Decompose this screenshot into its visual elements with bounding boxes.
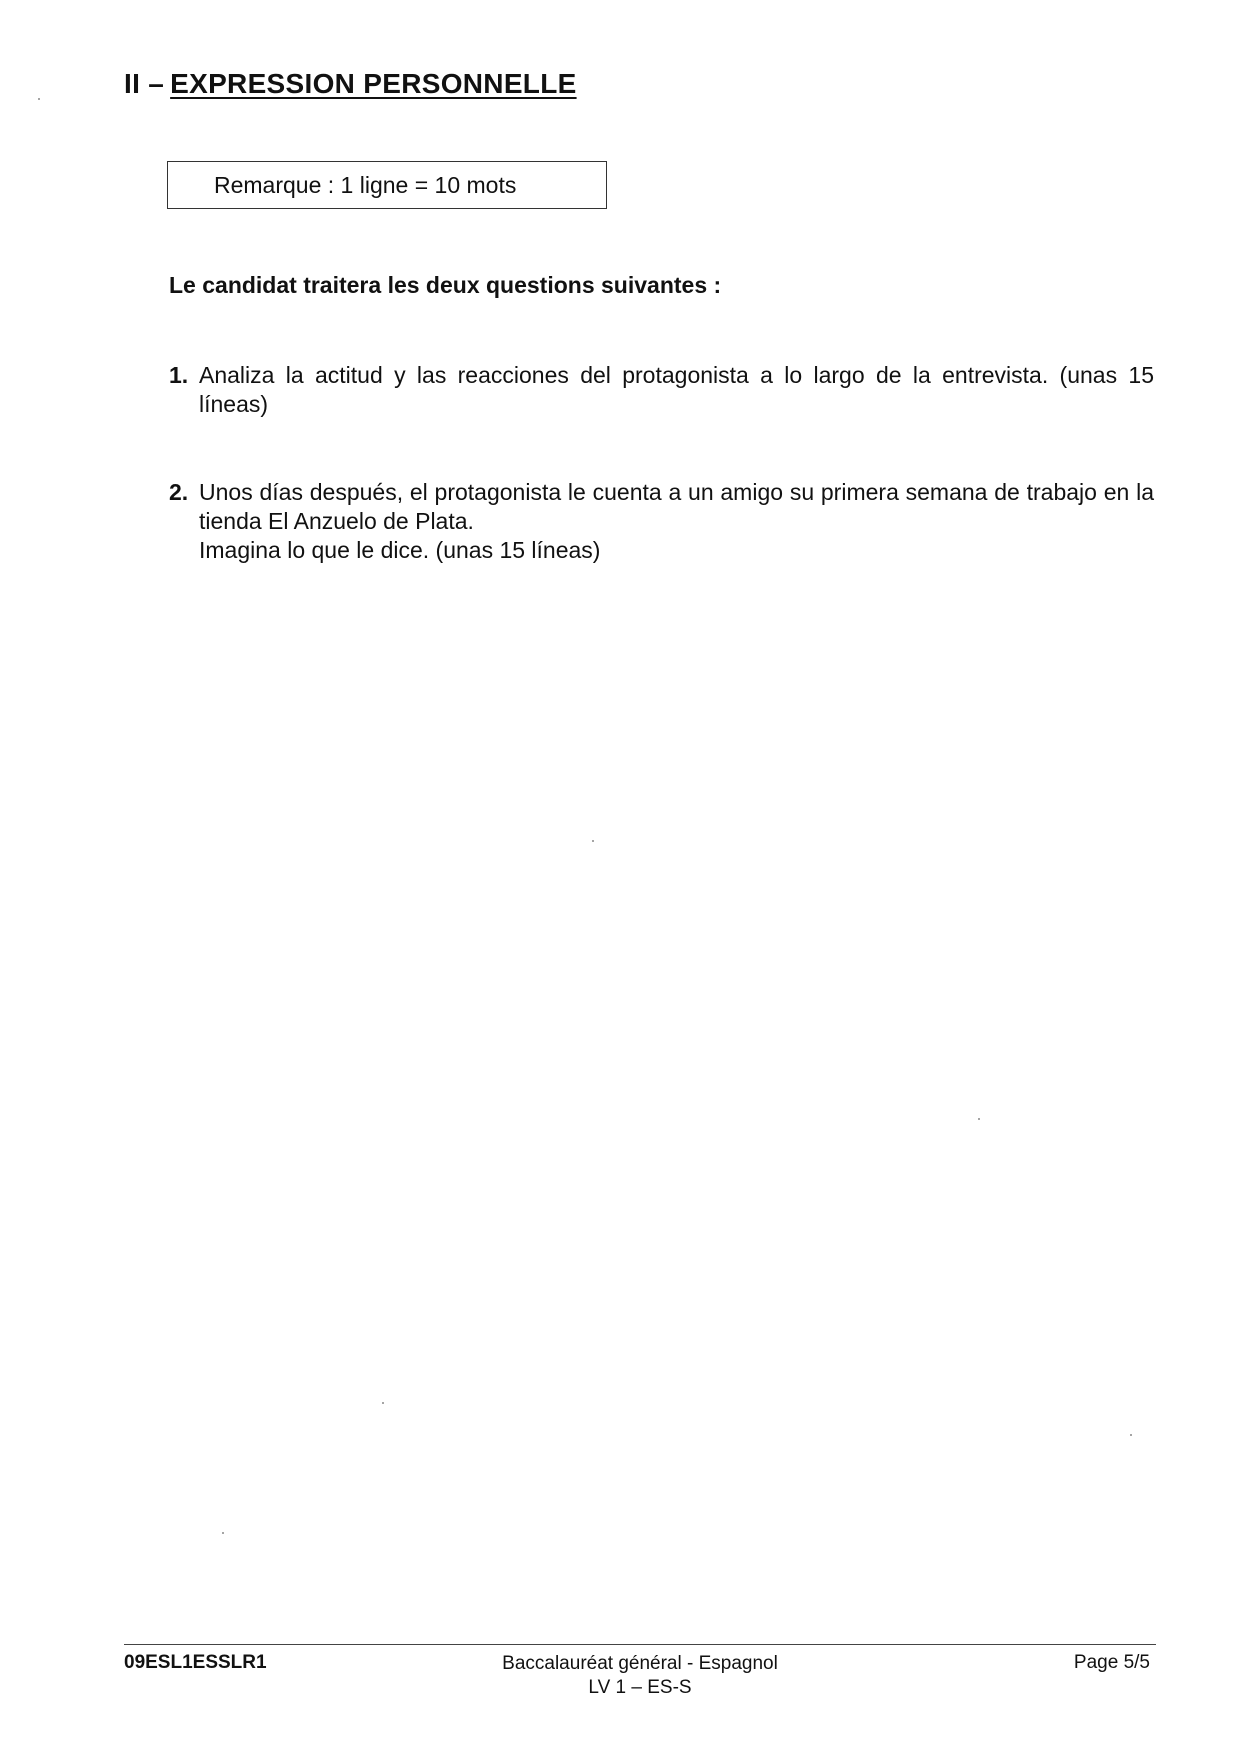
footer-exam <box>440 1652 840 1700</box>
question-number: 1. <box>169 362 189 388</box>
note-box: Remarque : 1 ligne = 10 mots <box>167 161 607 209</box>
section-number: II – <box>124 68 165 99</box>
scan-speck <box>592 840 594 842</box>
scan-speck <box>382 1402 384 1404</box>
question-text: Unos días después, el protagonista le cuenta a un amigo su primera semana de trabajo en la tienda El Anzuelo de Plata. <box>199 479 1154 534</box>
question-body <box>199 478 1154 565</box>
footer-code: 09ESL1ESSLR1 <box>124 1652 267 1673</box>
footer-divider <box>124 1644 1156 1645</box>
scan-speck <box>978 1118 980 1120</box>
footer-page-number: Page 5/5 <box>1073 1652 1150 1673</box>
question-2 <box>169 478 1154 565</box>
question-body <box>199 361 1154 419</box>
question-1 <box>169 361 1154 419</box>
instruction-text: Le candidat traitera les deux questions suivantes : <box>169 272 722 298</box>
scan-speck <box>222 1532 224 1534</box>
scan-speck <box>38 98 40 100</box>
question-text: Imagina lo que le dice. (unas 15 líneas) <box>199 537 601 563</box>
question-number: 2. <box>169 479 189 505</box>
question-text: Analiza la actitud y las reacciones del protagonista a lo largo de la entrevista. (unas 15 líneas) <box>199 362 1154 417</box>
scan-speck <box>1130 1434 1132 1436</box>
footer-exam-title: Baccalauréat général - Espagnol <box>502 1653 778 1674</box>
footer-exam-series: LV 1 – ES-S <box>588 1677 692 1698</box>
section-title: EXPRESSION PERSONNELLE <box>170 68 577 99</box>
section-heading <box>124 68 577 100</box>
